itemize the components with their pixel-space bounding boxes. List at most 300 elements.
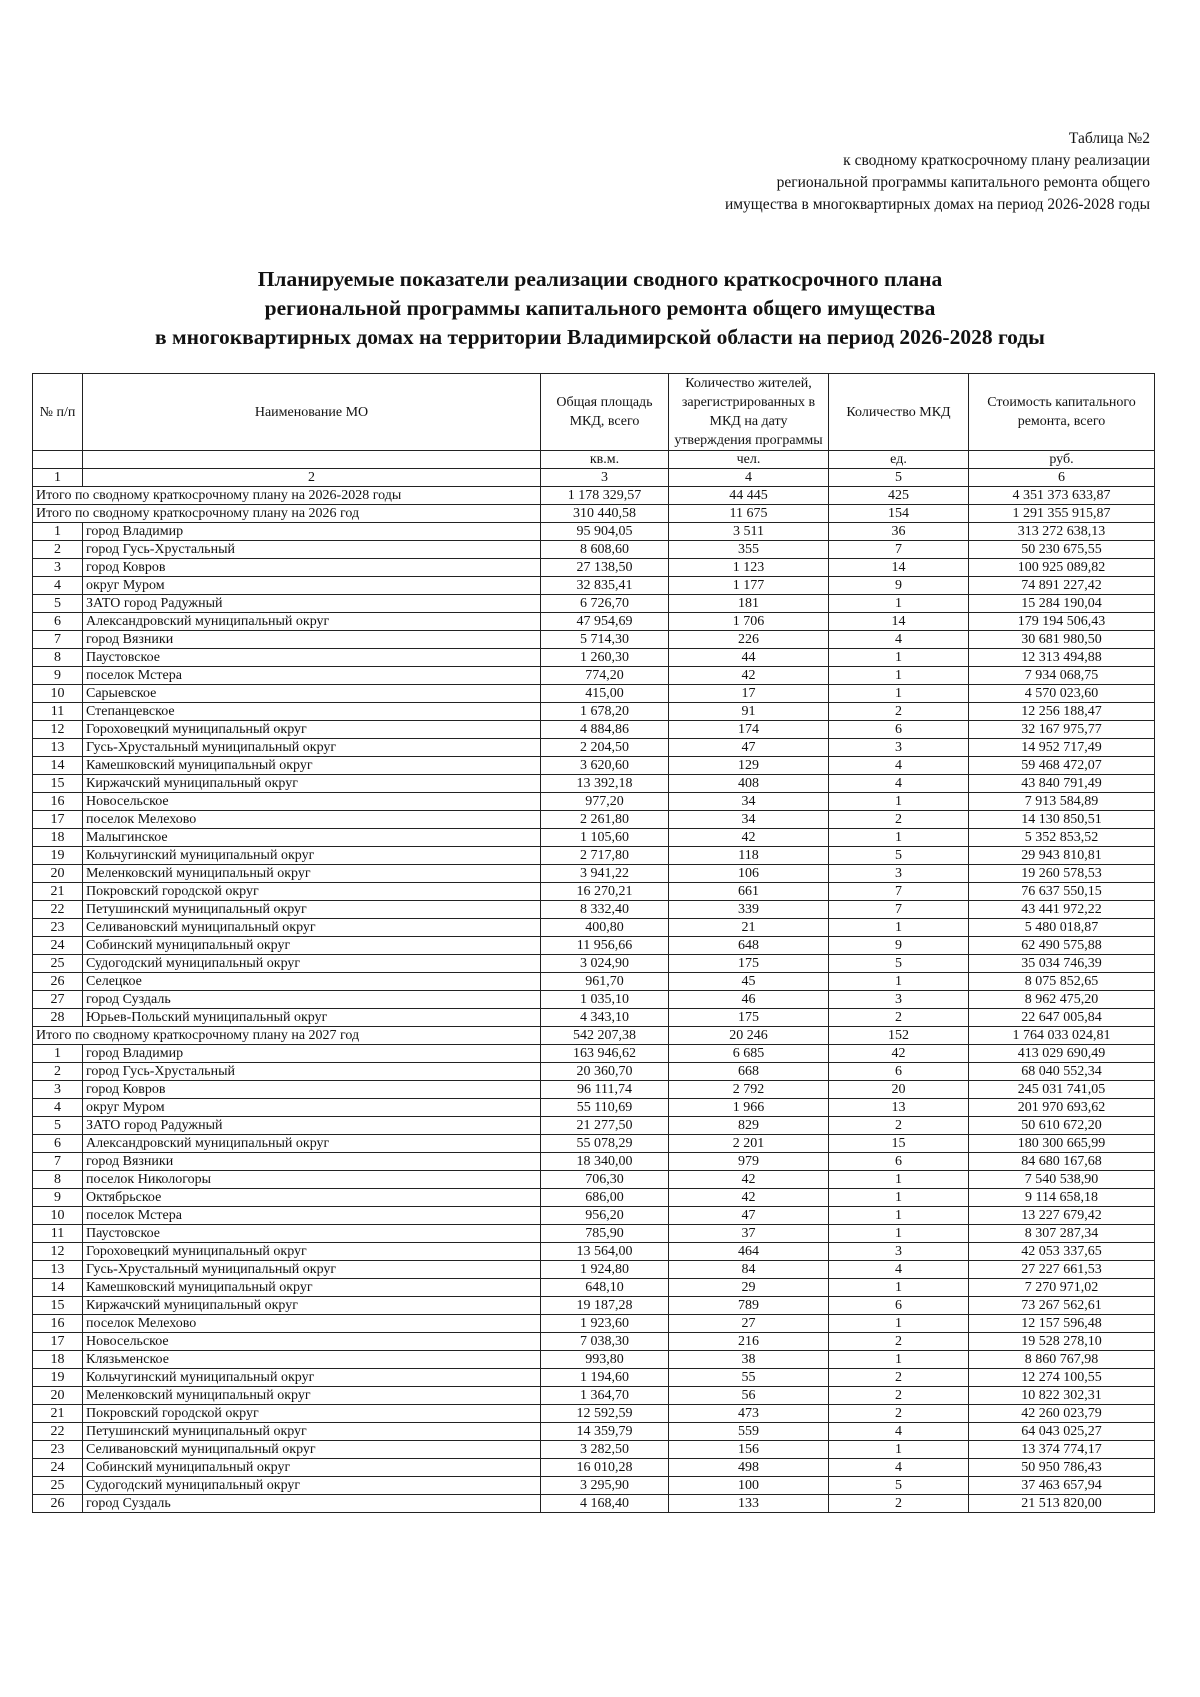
houses-value: 3 <box>829 739 969 757</box>
table-row <box>33 559 1155 577</box>
cost-value: 8 962 475,20 <box>969 991 1155 1009</box>
table-row <box>33 973 1155 991</box>
houses-value: 9 <box>829 577 969 595</box>
row-number: 12 <box>33 721 83 739</box>
table-row <box>33 1441 1155 1459</box>
cost-value: 12 256 188,47 <box>969 703 1155 721</box>
area-value: 96 111,74 <box>541 1081 669 1099</box>
row-number: 7 <box>33 1153 83 1171</box>
houses-value: 1 <box>829 1171 969 1189</box>
houses-value: 2 <box>829 811 969 829</box>
row-number: 18 <box>33 829 83 847</box>
residents-value: 38 <box>669 1351 829 1369</box>
row-number: 3 <box>33 1081 83 1099</box>
area-value: 1 260,30 <box>541 649 669 667</box>
cost-value: 14 952 717,49 <box>969 739 1155 757</box>
cost-value: 8 075 852,65 <box>969 973 1155 991</box>
area-value: 18 340,00 <box>541 1153 669 1171</box>
table-row <box>33 1207 1155 1225</box>
cost-value: 8 860 767,98 <box>969 1351 1155 1369</box>
cost-value: 8 307 287,34 <box>969 1225 1155 1243</box>
row-number: 20 <box>33 1387 83 1405</box>
area-value: 2 261,80 <box>541 811 669 829</box>
cost-value: 12 313 494,88 <box>969 649 1155 667</box>
residents-value: 133 <box>669 1495 829 1513</box>
table-row <box>33 1189 1155 1207</box>
residents-value: 17 <box>669 685 829 703</box>
row-number: 22 <box>33 1423 83 1441</box>
municipality-name: город Суздаль <box>83 991 541 1009</box>
area-value: 2 204,50 <box>541 739 669 757</box>
houses-value: 3 <box>829 865 969 883</box>
area-value: 1 678,20 <box>541 703 669 721</box>
municipality-name: округ Муром <box>83 1099 541 1117</box>
cost-value: 35 034 746,39 <box>969 955 1155 973</box>
cost-value: 7 913 584,89 <box>969 793 1155 811</box>
municipality-name: Александровский муниципальный округ <box>83 1135 541 1153</box>
residents-value: 175 <box>669 955 829 973</box>
municipality-name: Степанцевское <box>83 703 541 721</box>
row-number: 14 <box>33 757 83 775</box>
year-total-houses: 152 <box>829 1027 969 1045</box>
indicators-table <box>32 373 1155 1513</box>
row-number: 16 <box>33 1315 83 1333</box>
residents-value: 339 <box>669 901 829 919</box>
area-value: 6 726,70 <box>541 595 669 613</box>
document-title <box>40 265 1160 352</box>
table-row <box>33 901 1155 919</box>
municipality-name: Октябрьское <box>83 1189 541 1207</box>
cost-value: 43 441 972,22 <box>969 901 1155 919</box>
municipality-name: Гусь-Хрустальный муниципальный округ <box>83 1261 541 1279</box>
residents-value: 106 <box>669 865 829 883</box>
cost-value: 64 043 025,27 <box>969 1423 1155 1441</box>
residents-value: 44 <box>669 649 829 667</box>
cost-value: 7 270 971,02 <box>969 1279 1155 1297</box>
area-value: 32 835,41 <box>541 577 669 595</box>
area-value: 1 105,60 <box>541 829 669 847</box>
area-value: 1 924,80 <box>541 1261 669 1279</box>
cost-value: 76 637 550,15 <box>969 883 1155 901</box>
area-value: 706,30 <box>541 1171 669 1189</box>
municipality-name: поселок Мелехово <box>83 811 541 829</box>
units-row <box>33 451 1155 469</box>
residents-value: 829 <box>669 1117 829 1135</box>
table-row <box>33 703 1155 721</box>
row-number: 2 <box>33 1063 83 1081</box>
year-total-cost: 1 764 033 024,81 <box>969 1027 1155 1045</box>
table-row <box>33 1423 1155 1441</box>
grand-total-cost: 4 351 373 633,87 <box>969 487 1155 505</box>
houses-value: 3 <box>829 1243 969 1261</box>
table-row <box>33 847 1155 865</box>
table-row <box>33 685 1155 703</box>
area-value: 19 187,28 <box>541 1297 669 1315</box>
area-value: 956,20 <box>541 1207 669 1225</box>
header-residents: Количество жителей, зарегистрированных в МКД на дату утверждения программы <box>669 374 829 451</box>
houses-value: 1 <box>829 649 969 667</box>
title-line: региональной программы капитального ремонта общего имущества <box>264 296 936 320</box>
area-value: 20 360,70 <box>541 1063 669 1081</box>
row-number: 27 <box>33 991 83 1009</box>
municipality-name: Камешковский муниципальный округ <box>83 757 541 775</box>
row-number: 20 <box>33 865 83 883</box>
row-number: 24 <box>33 1459 83 1477</box>
houses-value: 14 <box>829 559 969 577</box>
municipality-name: Гороховецкий муниципальный округ <box>83 1243 541 1261</box>
cost-value: 4 570 023,60 <box>969 685 1155 703</box>
municipality-name: Малыгинское <box>83 829 541 847</box>
table-row <box>33 1351 1155 1369</box>
column-number: 4 <box>669 469 829 487</box>
municipality-name: Селивановский муниципальный округ <box>83 919 541 937</box>
houses-value: 4 <box>829 631 969 649</box>
cost-value: 29 943 810,81 <box>969 847 1155 865</box>
year-total-label: Итого по сводному краткосрочному плану на 2027 год <box>33 1027 541 1045</box>
row-number: 15 <box>33 775 83 793</box>
table-row <box>33 1459 1155 1477</box>
residents-value: 174 <box>669 721 829 739</box>
municipality-name: Киржачский муниципальный округ <box>83 775 541 793</box>
table-row <box>33 811 1155 829</box>
row-number: 23 <box>33 919 83 937</box>
appendix-line: региональной программы капитального ремонта общего <box>776 174 1150 191</box>
cost-value: 50 610 672,20 <box>969 1117 1155 1135</box>
title-line: в многоквартирных домах на территории Владимирской области на период 2026-2028 годы <box>155 325 1045 349</box>
row-number: 10 <box>33 685 83 703</box>
residents-value: 2 792 <box>669 1081 829 1099</box>
houses-value: 4 <box>829 775 969 793</box>
title-line: Планируемые показатели реализации сводного краткосрочного плана <box>257 267 943 291</box>
cost-value: 9 114 658,18 <box>969 1189 1155 1207</box>
row-number: 5 <box>33 595 83 613</box>
cost-value: 43 840 791,49 <box>969 775 1155 793</box>
residents-value: 661 <box>669 883 829 901</box>
municipality-name: Покровский городской округ <box>83 883 541 901</box>
houses-value: 1 <box>829 667 969 685</box>
houses-value: 2 <box>829 1495 969 1513</box>
houses-value: 9 <box>829 937 969 955</box>
table-row <box>33 1477 1155 1495</box>
header-cost: Стоимость капитального ремонта, всего <box>969 374 1155 451</box>
cost-value: 180 300 665,99 <box>969 1135 1155 1153</box>
cost-value: 15 284 190,04 <box>969 595 1155 613</box>
municipality-name: Селецкое <box>83 973 541 991</box>
year-total-label: Итого по сводному краткосрочному плану на 2026 год <box>33 505 541 523</box>
residents-value: 42 <box>669 829 829 847</box>
area-value: 3 295,90 <box>541 1477 669 1495</box>
residents-value: 226 <box>669 631 829 649</box>
area-value: 1 194,60 <box>541 1369 669 1387</box>
table-row <box>33 613 1155 631</box>
row-number: 8 <box>33 649 83 667</box>
area-value: 8 332,40 <box>541 901 669 919</box>
row-number: 12 <box>33 1243 83 1261</box>
houses-value: 36 <box>829 523 969 541</box>
unit-houses: ед. <box>829 451 969 469</box>
residents-value: 1 177 <box>669 577 829 595</box>
area-value: 55 110,69 <box>541 1099 669 1117</box>
area-value: 1 364,70 <box>541 1387 669 1405</box>
header-row <box>33 374 1155 451</box>
municipality-name: Клязьменское <box>83 1351 541 1369</box>
residents-value: 473 <box>669 1405 829 1423</box>
table-row <box>33 1405 1155 1423</box>
table-row <box>33 1099 1155 1117</box>
row-number: 13 <box>33 739 83 757</box>
area-value: 1 035,10 <box>541 991 669 1009</box>
residents-value: 408 <box>669 775 829 793</box>
grand-total-label: Итого по сводному краткосрочному плану на 2026-2028 годы <box>33 487 541 505</box>
row-number: 1 <box>33 523 83 541</box>
row-number: 6 <box>33 1135 83 1153</box>
houses-value: 1 <box>829 1207 969 1225</box>
houses-value: 14 <box>829 613 969 631</box>
cost-value: 84 680 167,68 <box>969 1153 1155 1171</box>
municipality-name: город Вязники <box>83 1153 541 1171</box>
residents-value: 3 511 <box>669 523 829 541</box>
table-row <box>33 1315 1155 1333</box>
municipality-name: ЗАТО город Радужный <box>83 1117 541 1135</box>
row-number: 4 <box>33 577 83 595</box>
municipality-name: Меленковский муниципальный округ <box>83 865 541 883</box>
row-number: 13 <box>33 1261 83 1279</box>
area-value: 16 270,21 <box>541 883 669 901</box>
table-row <box>33 1081 1155 1099</box>
table-row <box>33 631 1155 649</box>
area-value: 5 714,30 <box>541 631 669 649</box>
houses-value: 4 <box>829 1459 969 1477</box>
appendix-line: к сводному краткосрочному плану реализации <box>843 152 1150 169</box>
area-value: 8 608,60 <box>541 541 669 559</box>
row-number: 6 <box>33 613 83 631</box>
unit-cell-num <box>33 451 83 469</box>
table-row <box>33 1369 1155 1387</box>
municipality-name: город Суздаль <box>83 1495 541 1513</box>
table-row <box>33 1243 1155 1261</box>
cost-value: 10 822 302,31 <box>969 1387 1155 1405</box>
municipality-name: Юрьев-Польский муниципальный округ <box>83 1009 541 1027</box>
table-row <box>33 1387 1155 1405</box>
cost-value: 313 272 638,13 <box>969 523 1155 541</box>
table-row <box>33 667 1155 685</box>
unit-cost: руб. <box>969 451 1155 469</box>
table-row <box>33 595 1155 613</box>
area-value: 774,20 <box>541 667 669 685</box>
header-num: № п/п <box>33 374 83 451</box>
houses-value: 2 <box>829 1117 969 1135</box>
houses-value: 7 <box>829 541 969 559</box>
row-number: 5 <box>33 1117 83 1135</box>
row-number: 24 <box>33 937 83 955</box>
area-value: 1 923,60 <box>541 1315 669 1333</box>
cost-value: 201 970 693,62 <box>969 1099 1155 1117</box>
row-number: 21 <box>33 883 83 901</box>
table-row <box>33 1117 1155 1135</box>
area-value: 163 946,62 <box>541 1045 669 1063</box>
row-number: 19 <box>33 847 83 865</box>
residents-value: 1 966 <box>669 1099 829 1117</box>
houses-value: 15 <box>829 1135 969 1153</box>
residents-value: 47 <box>669 739 829 757</box>
municipality-name: округ Муром <box>83 577 541 595</box>
municipality-name: поселок Мстера <box>83 1207 541 1225</box>
grand-total-row <box>33 487 1155 505</box>
houses-value: 2 <box>829 1009 969 1027</box>
unit-cell-name <box>83 451 541 469</box>
table-row <box>33 739 1155 757</box>
municipality-name: город Владимир <box>83 1045 541 1063</box>
row-number: 3 <box>33 559 83 577</box>
table-row <box>33 1009 1155 1027</box>
area-value: 47 954,69 <box>541 613 669 631</box>
year-total-area: 542 207,38 <box>541 1027 669 1045</box>
header-name: Наименование МО <box>83 374 541 451</box>
area-value: 16 010,28 <box>541 1459 669 1477</box>
appendix-line: Таблица №2 <box>1068 130 1150 147</box>
table-row <box>33 1171 1155 1189</box>
row-number: 28 <box>33 1009 83 1027</box>
houses-value: 1 <box>829 1441 969 1459</box>
residents-value: 2 201 <box>669 1135 829 1153</box>
houses-value: 5 <box>829 847 969 865</box>
cost-value: 245 031 741,05 <box>969 1081 1155 1099</box>
row-number: 14 <box>33 1279 83 1297</box>
residents-value: 129 <box>669 757 829 775</box>
row-number: 25 <box>33 955 83 973</box>
cost-value: 62 490 575,88 <box>969 937 1155 955</box>
cost-value: 50 230 675,55 <box>969 541 1155 559</box>
appendix-note <box>450 128 1150 216</box>
houses-value: 1 <box>829 919 969 937</box>
column-number: 3 <box>541 469 669 487</box>
year-total-row <box>33 1027 1155 1045</box>
houses-value: 1 <box>829 685 969 703</box>
row-number: 16 <box>33 793 83 811</box>
table-row <box>33 1297 1155 1315</box>
cost-value: 73 267 562,61 <box>969 1297 1155 1315</box>
municipality-name: Судогодский муниципальный округ <box>83 1477 541 1495</box>
residents-value: 979 <box>669 1153 829 1171</box>
residents-value: 175 <box>669 1009 829 1027</box>
cost-value: 32 167 975,77 <box>969 721 1155 739</box>
column-number: 2 <box>83 469 541 487</box>
table-row <box>33 1279 1155 1297</box>
municipality-name: Собинский муниципальный округ <box>83 937 541 955</box>
area-value: 3 620,60 <box>541 757 669 775</box>
area-value: 3 282,50 <box>541 1441 669 1459</box>
table-row <box>33 1495 1155 1513</box>
residents-value: 55 <box>669 1369 829 1387</box>
year-total-residents: 11 675 <box>669 505 829 523</box>
residents-value: 118 <box>669 847 829 865</box>
header-area: Общая площадь МКД, всего <box>541 374 669 451</box>
table-row <box>33 1045 1155 1063</box>
residents-value: 91 <box>669 703 829 721</box>
column-number: 5 <box>829 469 969 487</box>
municipality-name: Судогодский муниципальный округ <box>83 955 541 973</box>
houses-value: 1 <box>829 1351 969 1369</box>
table-row <box>33 757 1155 775</box>
area-value: 415,00 <box>541 685 669 703</box>
municipality-name: Покровский городской округ <box>83 1405 541 1423</box>
row-number: 1 <box>33 1045 83 1063</box>
houses-value: 42 <box>829 1045 969 1063</box>
cost-value: 100 925 089,82 <box>969 559 1155 577</box>
municipality-name: Камешковский муниципальный округ <box>83 1279 541 1297</box>
row-number: 2 <box>33 541 83 559</box>
municipality-name: город Ковров <box>83 1081 541 1099</box>
table-row <box>33 775 1155 793</box>
column-number: 1 <box>33 469 83 487</box>
appendix-line: имущества в многоквартирных домах на период 2026-2028 годы <box>724 196 1150 213</box>
residents-value: 648 <box>669 937 829 955</box>
cost-value: 42 260 023,79 <box>969 1405 1155 1423</box>
table-row <box>33 1333 1155 1351</box>
area-value: 400,80 <box>541 919 669 937</box>
houses-value: 2 <box>829 1405 969 1423</box>
cost-value: 13 374 774,17 <box>969 1441 1155 1459</box>
residents-value: 21 <box>669 919 829 937</box>
cost-value: 21 513 820,00 <box>969 1495 1155 1513</box>
residents-value: 559 <box>669 1423 829 1441</box>
cost-value: 19 528 278,10 <box>969 1333 1155 1351</box>
municipality-name: Киржачский муниципальный округ <box>83 1297 541 1315</box>
area-value: 3 024,90 <box>541 955 669 973</box>
cost-value: 179 194 506,43 <box>969 613 1155 631</box>
houses-value: 4 <box>829 1423 969 1441</box>
cost-value: 5 480 018,87 <box>969 919 1155 937</box>
municipality-name: поселок Мелехово <box>83 1315 541 1333</box>
area-value: 7 038,30 <box>541 1333 669 1351</box>
municipality-name: Кольчугинский муниципальный округ <box>83 847 541 865</box>
area-value: 648,10 <box>541 1279 669 1297</box>
municipality-name: Александровский муниципальный округ <box>83 613 541 631</box>
residents-value: 34 <box>669 793 829 811</box>
municipality-name: город Ковров <box>83 559 541 577</box>
year-total-row <box>33 505 1155 523</box>
municipality-name: Гороховецкий муниципальный округ <box>83 721 541 739</box>
cost-value: 12 157 596,48 <box>969 1315 1155 1333</box>
table-row <box>33 991 1155 1009</box>
houses-value: 1 <box>829 829 969 847</box>
area-value: 13 392,18 <box>541 775 669 793</box>
residents-value: 42 <box>669 667 829 685</box>
cost-value: 413 029 690,49 <box>969 1045 1155 1063</box>
row-number: 18 <box>33 1351 83 1369</box>
area-value: 686,00 <box>541 1189 669 1207</box>
houses-value: 1 <box>829 595 969 613</box>
row-number: 10 <box>33 1207 83 1225</box>
row-number: 11 <box>33 1225 83 1243</box>
houses-value: 3 <box>829 991 969 1009</box>
houses-value: 4 <box>829 757 969 775</box>
municipality-name: Новосельское <box>83 793 541 811</box>
municipality-name: Паустовское <box>83 649 541 667</box>
residents-value: 47 <box>669 1207 829 1225</box>
houses-value: 2 <box>829 1333 969 1351</box>
residents-value: 1 123 <box>669 559 829 577</box>
cost-value: 68 040 552,34 <box>969 1063 1155 1081</box>
table-row <box>33 523 1155 541</box>
municipality-name: Меленковский муниципальный округ <box>83 1387 541 1405</box>
row-number: 19 <box>33 1369 83 1387</box>
municipality-name: город Владимир <box>83 523 541 541</box>
row-number: 26 <box>33 1495 83 1513</box>
area-value: 4 168,40 <box>541 1495 669 1513</box>
houses-value: 1 <box>829 1189 969 1207</box>
area-value: 961,70 <box>541 973 669 991</box>
